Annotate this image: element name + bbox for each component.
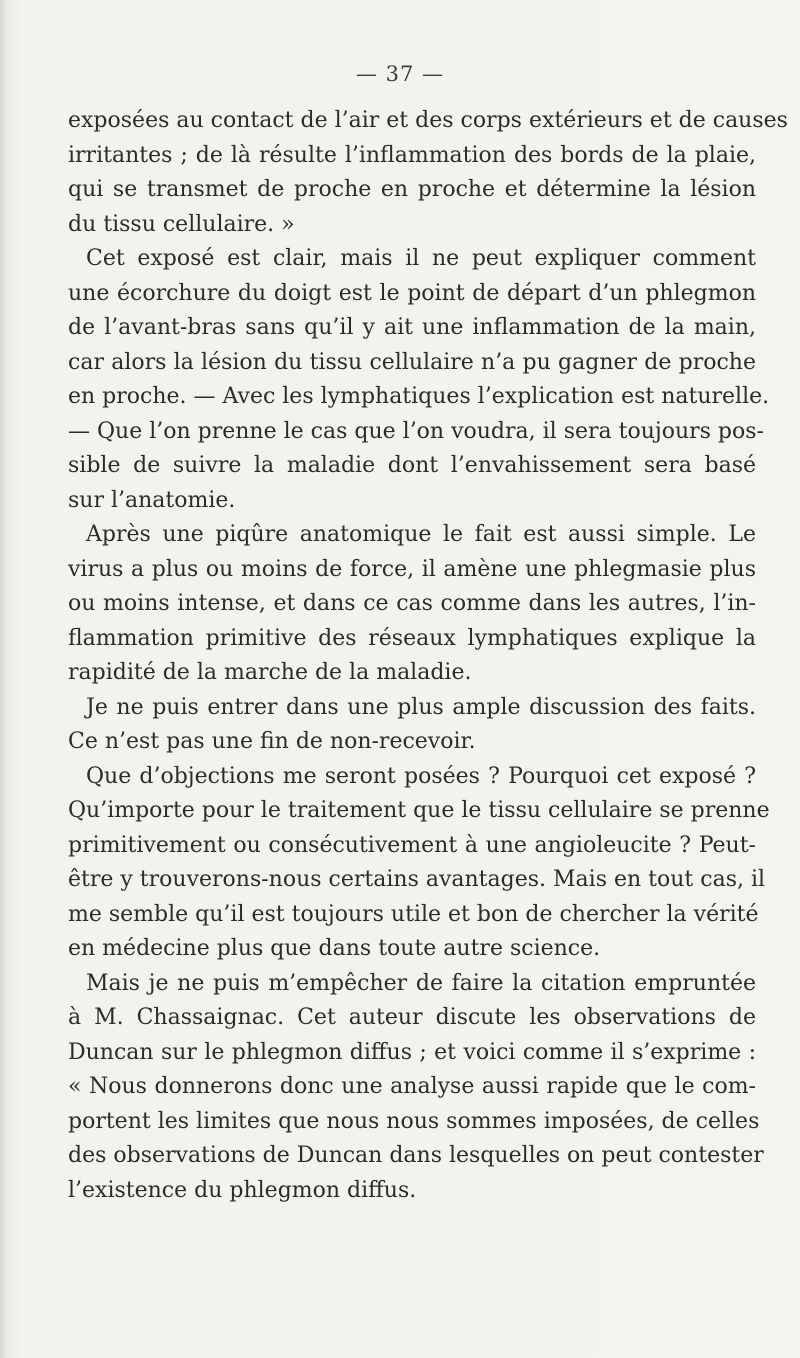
- text-line: flammation primitive des réseaux lymphatiques explique la: [68, 625, 756, 651]
- text-line: portent les limites que nous nous sommes imposées, de celles: [68, 1108, 760, 1134]
- text-line: ou moins intense, et dans ce cas comme dans les autres, l’in-: [68, 591, 756, 616]
- text-line: du tissu cellulaire. »: [68, 211, 295, 237]
- text-line: — Que l’on prenne le cas que l’on voudra, il sera toujours pos-: [68, 418, 764, 444]
- page-number: — 37 —: [355, 62, 445, 86]
- text-line: être y trouverons-nous certains avantages. Mais en tout cas, il: [68, 867, 766, 892]
- text-line: en proche. — Avec les lymphatiques l’explication est naturelle.: [68, 384, 770, 409]
- text-line: Que d’objections me seront posées ? Pourquoi cet exposé ?: [86, 763, 756, 789]
- text-line: Mais je ne puis m’empêcher de faire la citation empruntée: [86, 970, 756, 996]
- text-line: Qu’importe pour le traitement que le tissu cellulaire se prenne: [68, 798, 770, 823]
- text-line: car alors la lésion du tissu cellulaire n’a pu gagner de proche: [68, 349, 756, 375]
- text-line: Cet exposé est clair, mais il ne peut expliquer comment: [86, 246, 756, 271]
- body-text: [68, 104, 788, 1208]
- text-line: en médecine plus que dans toute autre science.: [68, 936, 601, 961]
- text-line: à M. Chassaignac. Cet auteur discute les observations de: [68, 1005, 756, 1030]
- text-line: une écorchure du doigt est le point de départ d’un phlegmon: [68, 280, 756, 306]
- text-line: sible de suivre la maladie dont l’envahissement sera basé: [68, 453, 756, 478]
- text-line: Après une piqûre anatomique le fait est aussi simple. Le: [86, 522, 756, 547]
- text-line: Ce n’est pas une fin de non-recevoir.: [68, 729, 476, 754]
- text-line: primitivement ou consécutivement à une angioleucite ? Peut-: [68, 832, 756, 858]
- text-line: rapidité de la marche de la maladie.: [68, 660, 472, 685]
- text-line: sur l’anatomie.: [68, 487, 236, 513]
- text-line: me semble qu’il est toujours utile et bon de chercher la vérité: [68, 901, 759, 927]
- text-line: « Nous donnerons donc une analyse aussi rapide que le com-: [68, 1074, 756, 1099]
- text-line: irritantes ; de là résulte l’inflammation des bords de la plaie,: [68, 142, 756, 168]
- text-line: exposées au contact de l’air et des corps extérieurs et de causes: [68, 108, 788, 133]
- text-line: Je ne puis entrer dans une plus ample discussion des faits.: [86, 694, 756, 720]
- text-line: virus a plus ou moins de force, il amène une phlegmasie plus: [68, 556, 756, 582]
- text-line: de l’avant-bras sans qu’il y ait une inflammation de la main,: [68, 315, 756, 340]
- text-line: l’existence du phlegmon diffus.: [68, 1177, 417, 1203]
- text-line: des observations de Duncan dans lesquelles on peut contester: [68, 1143, 764, 1168]
- text-line: qui se transmet de proche en proche et détermine la lésion: [68, 177, 756, 202]
- text-line: Duncan sur le phlegmon diffus ; et voici comme il s’exprime :: [68, 1039, 756, 1065]
